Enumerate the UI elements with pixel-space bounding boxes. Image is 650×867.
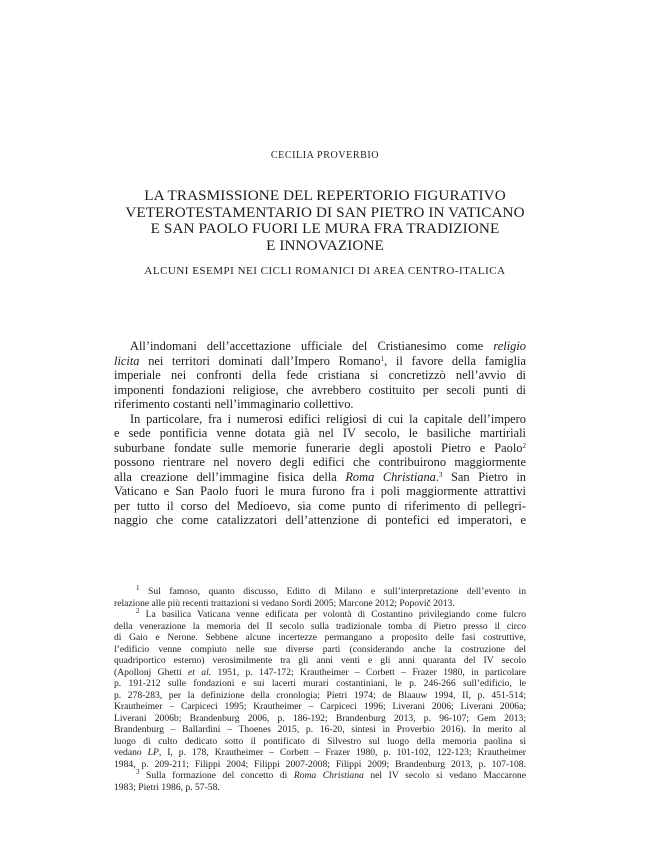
footnote-ref[interactable]: 1 [380,354,385,363]
body-line: possono rientrare nel novero degli edifici che contribuirono maggiormente [114,455,526,469]
author-name: CECILIA PROVERBIO [270,150,380,161]
text-run: (Apollonj Ghetti [114,666,189,678]
footnote-ref[interactable]: 2 [522,441,526,450]
footnote-line: p. 191-212 sulle fondazioni e sui lacerti murari costantiniani, le p. 246-266 sull’edificio, le [114,678,526,689]
footnote-line: Liverani 2006b; Brandenburg 2006, p. 186-192; Brandenburg 2013, p. 96-107; Gem 2013; [114,712,526,724]
footnote-line: p. 278-283, per la definizione della cronologia; Pietri 1974; de Blaauw 1994, II, p. 451-514; [114,689,526,701]
text-run: , I, p. 178, Krautheimer – Corbett – Frazer 1980, p. 101-102, 122-123; Krautheimer [158,747,526,758]
body-line: imponenti fondazioni religiose, che avrebbero costituito per secoli punti di [114,382,526,397]
text-run: All’indomani dell’accettazione ufficiale del Cristianesimo come [130,339,494,353]
chapter-title [100,188,550,254]
footnote-line: della venerazione la memoria del II secolo sulla tradizionale tomba di Pietro presso il circo [114,620,526,632]
body-line: In particolare, fra i numerosi edifici religiosi di cui la capitale dell’impero [130,411,526,426]
footnote-line [114,747,526,759]
italic-term: Roma Christiana [345,469,436,484]
footnote-line: l’edificio venne compiuto nelle sue diverse parti (considerando anche la costruzione del [114,643,526,655]
text-run: vedano [114,747,148,758]
footnote-number: 2 [136,607,140,615]
text-run: 1951, p. 147-172; Krautheimer – Corbett – Frazer 1980, in particolare [211,666,526,678]
footnote-line [114,586,526,598]
text-run: suburbane fondate sulle memorie funerarie degli apostoli Pietro e Paolo [114,440,523,455]
italic-term: Roma Christiana [293,770,364,781]
footnote-line: Krautheimer – Carpiceci 1995; Krautheimer – Carpiceci 1996; Liverani 2006; Liverani 2006a; [114,701,526,712]
text-run: nei territori dominati dall’Impero Romano [139,353,381,368]
footnote-line: quadriportico esterno) verosimilmente tra gli anni venti e gli anni quaranta del IV secolo [114,655,526,666]
footnote-line [114,770,526,782]
body-text [114,339,526,528]
italic-term: et al. [188,666,212,678]
body-line: naggio che come catalizzatori dell’attenzione di pontefici ed imperatori, e [114,513,526,527]
footnote-ref[interactable]: 3 [438,470,443,479]
body-line: per tutto il corso del Medioevo, sia come punto di riferimento di pellegri- [114,498,526,513]
text-run: San Pietro in [442,469,526,484]
text-run: alla creazione dell’immagine fisica della [114,469,346,484]
footnote-number: 3 [136,768,140,776]
italic-term: licita [114,353,140,368]
text-run: Sul famoso, quanto discusso, Editto di Milano e sull’interpretazione dell’evento in [139,586,526,597]
text-run: La basilica Vaticana venne edificata per volontà di Costantino privilegiando come fulcro [139,609,526,620]
footnote-number: 1 [136,584,140,592]
body-line: riferimento costanti nell’immaginario collettivo. [114,397,354,411]
footnote-line: relazione alle più recenti trattazioni si vedano Sordi 2005; Marcone 2012; Popovič 2013. [114,597,455,609]
body-line: e sede pontificia venne dotata già nel IV secolo, le basiliche martiriali [114,426,526,440]
body-line [114,441,526,456]
footnote-line: luogo di culto dedicato sotto il pontificato di Silvestro sul luogo della memoria paolina si [114,735,526,747]
footnotes [114,586,526,793]
italic-term: LP [147,747,159,758]
title-line: E INNOVAZIONE [266,236,384,254]
footnote-line: 1983; Pietri 1986, p. 57-58. [114,781,220,793]
body-line: imperiale nei confronti della fede cristiana si concretizzò nell’avvio di [114,368,526,382]
title-line: VETEROTESTAMENTARIO DI SAN PIETRO IN VATICANO [125,203,525,221]
body-line [114,470,526,485]
text-run: nel IV secolo si vedano Maccarone [363,770,526,781]
body-line [114,354,526,369]
body-line: Vaticano e San Paolo fuori le mura furono fra i poli maggiormente attrattivi [114,484,526,498]
footnote-line: 1984, p. 209-211; Filippi 2004; Filippi 2007-2008; Filippi 2009; Brandenburg 2013, p. 107-108. [114,758,526,770]
text-run: , il favore della famiglia [384,353,526,368]
title-line: E SAN PAOLO FUORI LE MURA FRA TRADIZIONE [150,220,500,237]
chapter-subtitle: ALCUNI ESEMPI NEI CICLI ROMANICI DI AREA CENTRO-ITALICA [144,265,506,277]
body-line [114,339,526,354]
text-run: . [435,469,439,484]
footnote-line: di Gaio e Nerone. Sebbene alcune incertezze permangano a proposito delle fasi costruttive, [114,632,526,643]
footnote-line: Brandenburg – Ballardini – Thoenes 2015, p. 16-20, sintesi in Proverbio 2016). In merito al [114,724,526,735]
title-line: LA TRASMISSIONE DEL REPERTORIO FIGURATIVO [144,187,506,204]
footnote-line [114,667,526,679]
italic-term: religio [493,339,526,353]
text-run: Sulla formazione del concetto di [139,770,294,781]
footnote-line [114,609,526,621]
